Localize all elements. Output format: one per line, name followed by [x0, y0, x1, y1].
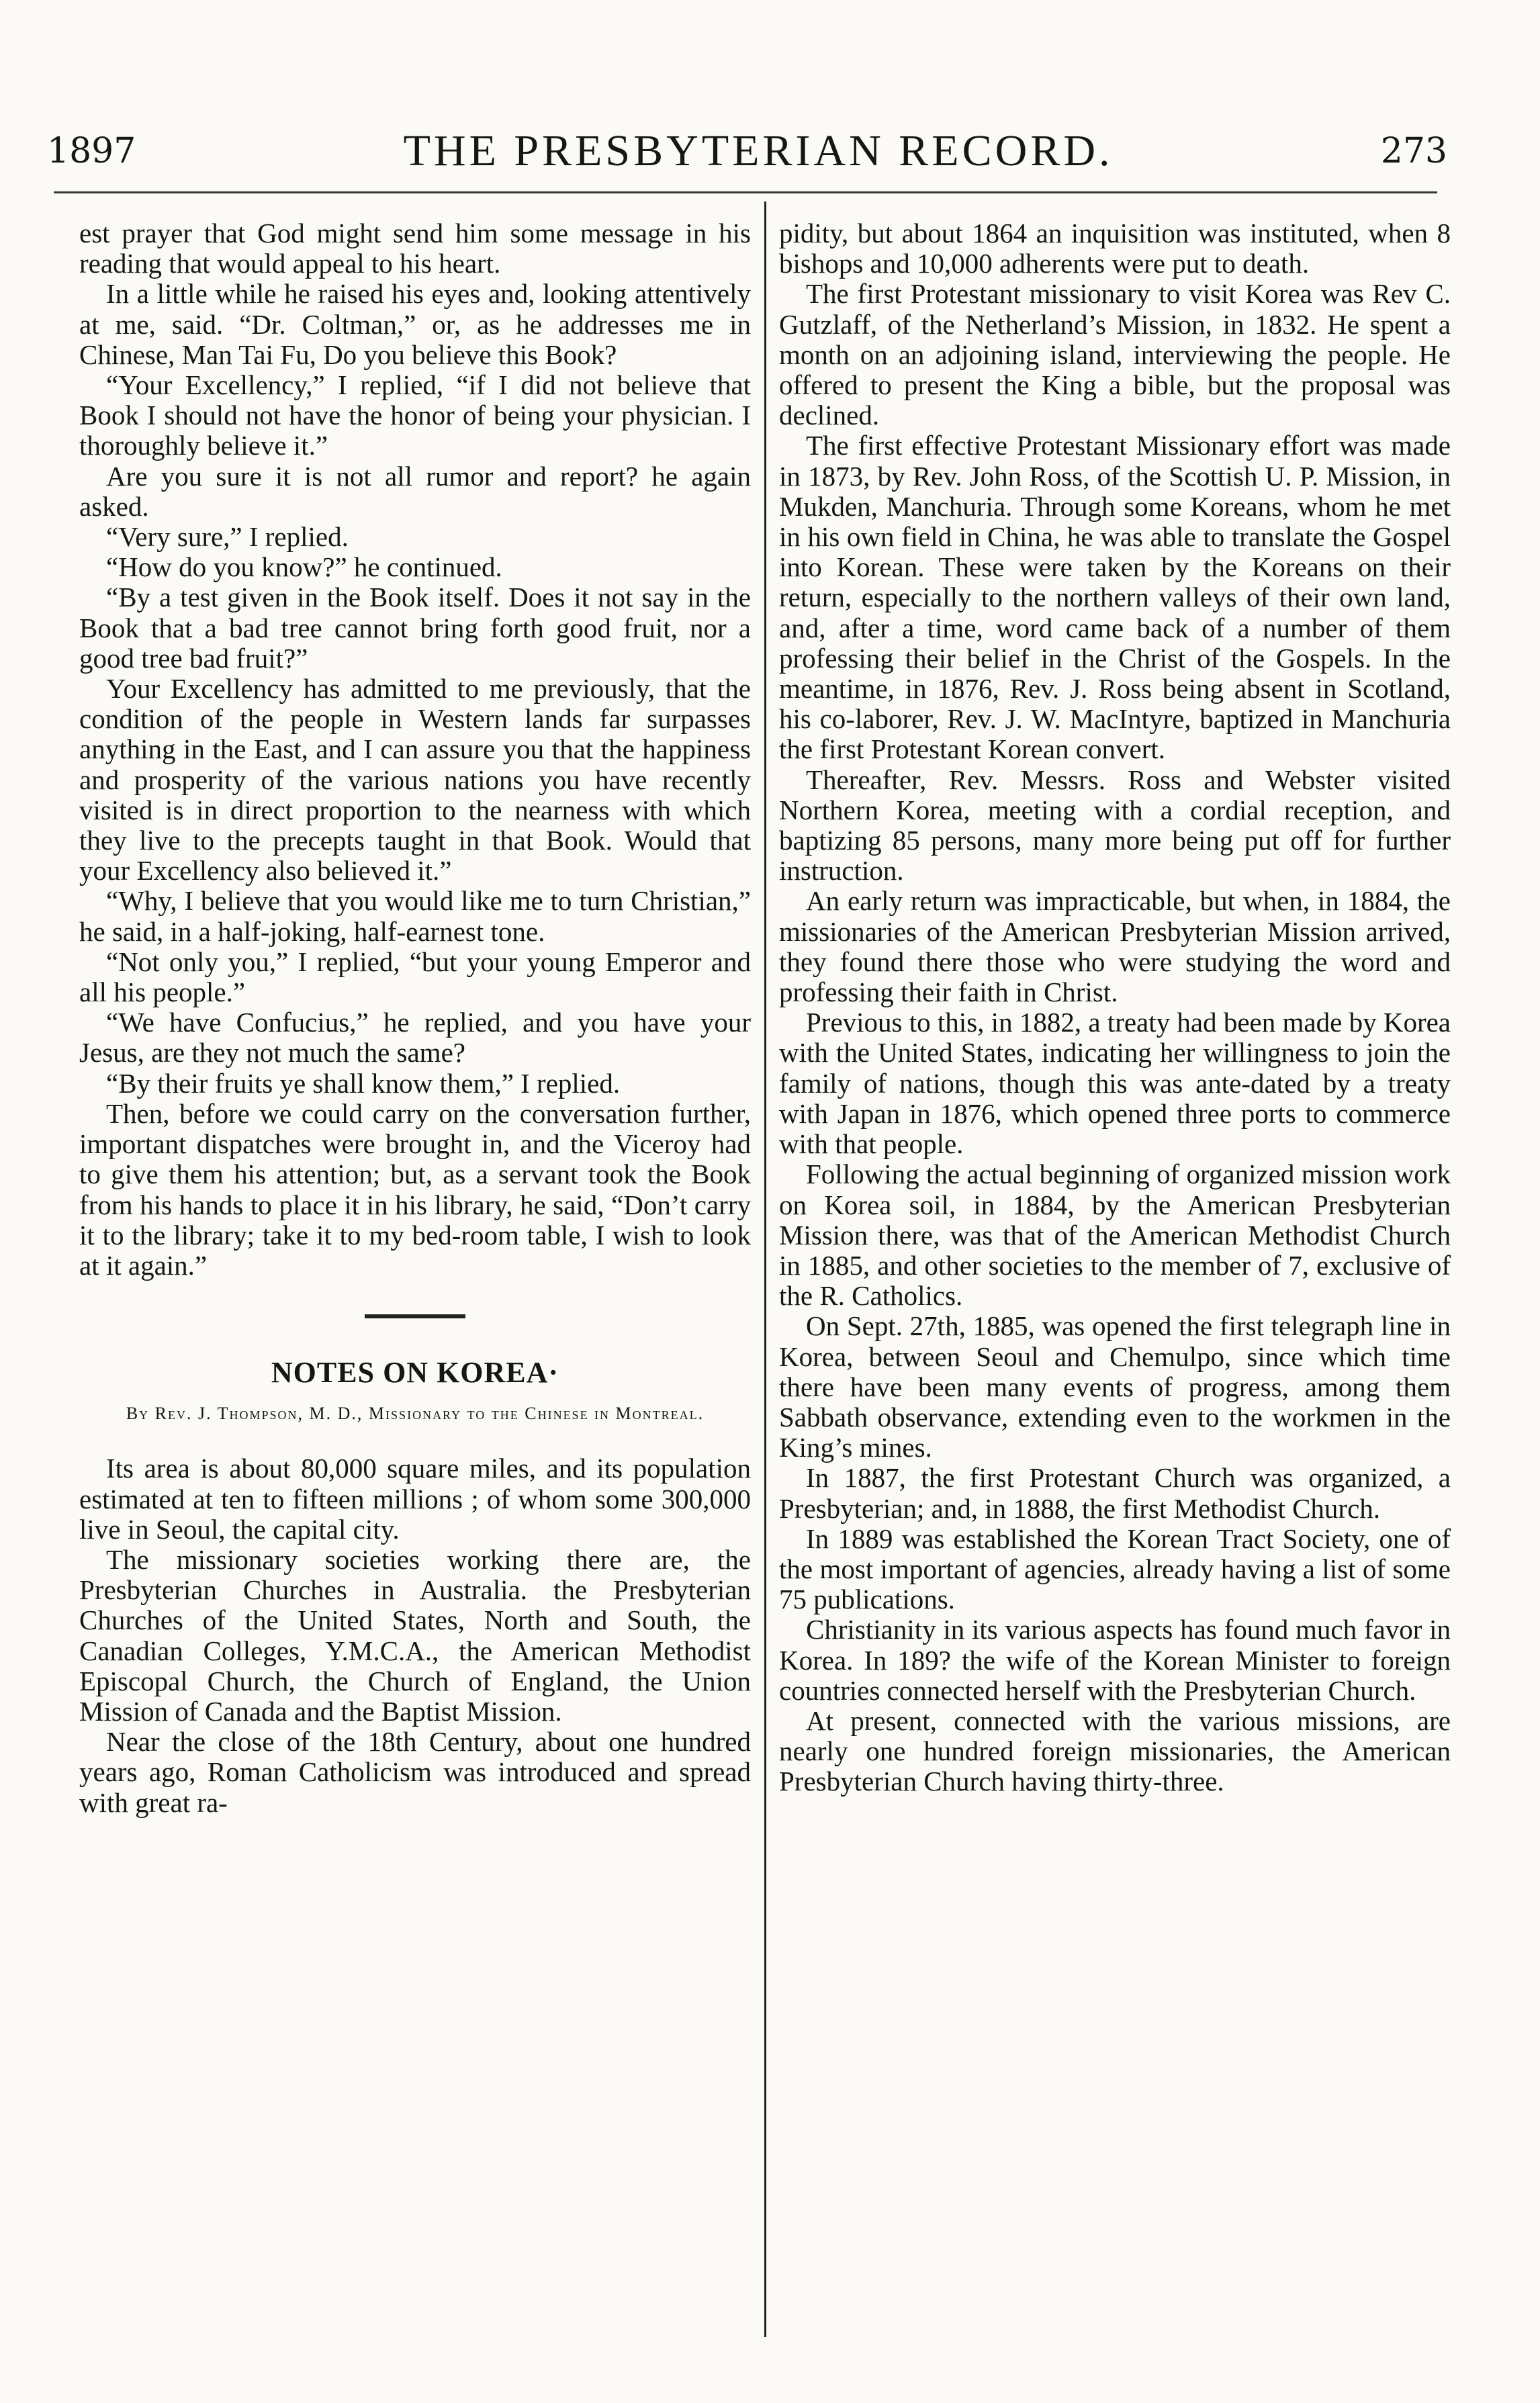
paragraph: pidity, but about 1864 an inquisition was instituted, when 8 bishops and 10,000 adherents were put to death. — [779, 218, 1451, 279]
paragraph: The first effective Protestant Missionary effort was made in 1873, by Rev. John Ross, of the Scottish U. P. Mission, in Mukden, Manchuria. Through some Koreans, whom he met in his own field in China, he was able to translate the Gospel into Korean. These were taken by the Koreans on their return, especially to the northern valleys of their own land, and, after a time, word came back of a number of them professing their belief in the Christ of the Gospels. In the meantime, in 1876, Rev. J. Ross being absent in Scotland, his co-laborer, Rev. J. W. MacIntyre, baptized in Manchuria the first Protestant Korean convert. — [779, 430, 1451, 765]
section-byline: By Rev. J. Thompson, M. D., Missionary to the Chinese in Montreal. — [126, 1404, 705, 1424]
paragraph: At present, connected with the various missions, are nearly one hundred foreign missionaries, the American Presbyterian Church having thirty-three. — [779, 1705, 1451, 1797]
paragraph: “Very sure,” I replied. — [106, 521, 349, 553]
paragraph: In 1889 was established the Korean Tract Society, one of the most important of agencies, already having a list of some 75 publications. — [779, 1523, 1451, 1615]
paragraph: Its area is about 80,000 square miles, and its population estimated at ten to fifteen millions ; of whom some 300,000 live in Seoul, the capital city. — [79, 1453, 751, 1545]
paragraph: “By their fruits ye shall know them,” I replied. — [106, 1067, 621, 1099]
paragraph: Thereafter, Rev. Messrs. Ross and Webster visited Northern Korea, meeting with a cordial reception, and baptizing 85 persons, many more being put off for further instruction. — [779, 764, 1451, 887]
paragraph: est prayer that God might send him some message in his reading that would appeal to his heart. — [79, 218, 751, 279]
left-column — [79, 218, 751, 1818]
paragraph: The first Protestant missionary to visit Korea was Rev C. Gutzlaff, of the Netherland’s Mission, in 1832. He spent a month on an adjoining island, interviewing the people. He offered to present the King a bible, but the proposal was declined. — [779, 278, 1451, 431]
paragraph: Then, before we could carry on the conversation further, important dispatches were brought in, and the Viceroy had to give them his attention; but, as a servant took the Book from his hands to place it in his library, he said, “Don’t carry it to the library; take it to my bed-room table, I wish to look at it again.” — [79, 1097, 751, 1281]
paragraph: Your Excellency has admitted to me previously, that the condition of the people in Western lands far surpasses anything in the East, and I can assure you that the happiness and prosperity of the various nations you have recently visited is in direct proportion to the nearness with which they live to the precepts taught in that Book. Would that your Excellency also believed it.” — [79, 673, 751, 887]
paragraph: In a little while he raised his eyes and, looking attentively at me, said. “Dr. Coltman,” or, as he addresses me in Chinese, Man Tai Fu, Do you believe this Book? — [79, 278, 751, 370]
column-divider — [764, 201, 766, 2337]
paragraph: Following the actual beginning of organized mission work on Korea soil, in 1884, by the American Presbyterian Mission there, was that of the American Methodist Church in 1885, and other societies to the member of 7, exclusive of the R. Catholics. — [779, 1159, 1451, 1312]
paragraph: On Sept. 27th, 1885, was opened the first telegraph line in Korea, between Seoul and Chemulpo, since which time there have been many events of progress, among them Sabbath observance, extending even to the workmen in the King’s mines. — [779, 1310, 1451, 1463]
paragraph: An early return was impracticable, but when, in 1884, the missionaries of the American Presbyterian Mission arrived, they found there those who were studying the word and professing their faith in Christ. — [779, 885, 1451, 1008]
header-page-number: 273 — [1380, 131, 1447, 171]
header-title: THE PRESBYTERIAN RECORD. — [403, 126, 1114, 175]
paragraph: “We have Confucius,” he replied, and you have your Jesus, are they not much the same? — [79, 1007, 751, 1069]
paragraph: “Your Excellency,” I replied, “if I did not believe that Book I should not have the honor of being your physician. I thoroughly believe it.” — [79, 369, 751, 461]
paragraph: “Why, I believe that you would like me to turn Christian,” he said, in a half-joking, half-earnest tone. — [79, 885, 751, 947]
paragraph: Previous to this, in 1882, a treaty had been made by Korea with the United States, indicating her willingness to join the family of nations, though this was ante-dated by a treaty with Japan in 1876, which opened three ports to commerce with that people. — [779, 1007, 1451, 1160]
paragraph: “Not only you,” I replied, “but your young Emperor and all his people.” — [79, 946, 751, 1008]
paragraph: Near the close of the 18th Century, about one hundred years ago, Roman Catholicism was introduced and spread with great ra- — [79, 1726, 751, 1818]
page-header — [47, 114, 1447, 188]
section-title: NOTES ON KOREA· — [271, 1356, 559, 1390]
paragraph: The missionary societies working there are, the Presbyterian Churches in Australia. the Presbyterian Churches of the United States, North and South, the Canadian Colleges, Y.M.C.A., the American Methodist Episcopal Church, the Church of England, the Union Mission of Canada and the Baptist Mission. — [79, 1543, 751, 1727]
paragraph: Are you sure it is not all rumor and report? he again asked. — [79, 460, 751, 522]
section-divider — [365, 1314, 465, 1318]
right-column — [779, 218, 1451, 1797]
header-rule — [54, 191, 1437, 193]
paragraph: “How do you know?” he continued. — [106, 551, 502, 583]
header-year: 1897 — [47, 131, 136, 171]
paragraph: Christianity in its various aspects has found much favor in Korea. In 189? the wife of the Korean Minister to foreign countries connected herself with the Presbyterian Church. — [779, 1614, 1451, 1706]
paragraph: In 1887, the first Protestant Church was organized, a Presbyterian; and, in 1888, the first Methodist Church. — [779, 1462, 1451, 1524]
paragraph: “By a test given in the Book itself. Does it not say in the Book that a bad tree cannot bring forth good fruit, nor a good tree bad fruit?” — [79, 582, 751, 674]
